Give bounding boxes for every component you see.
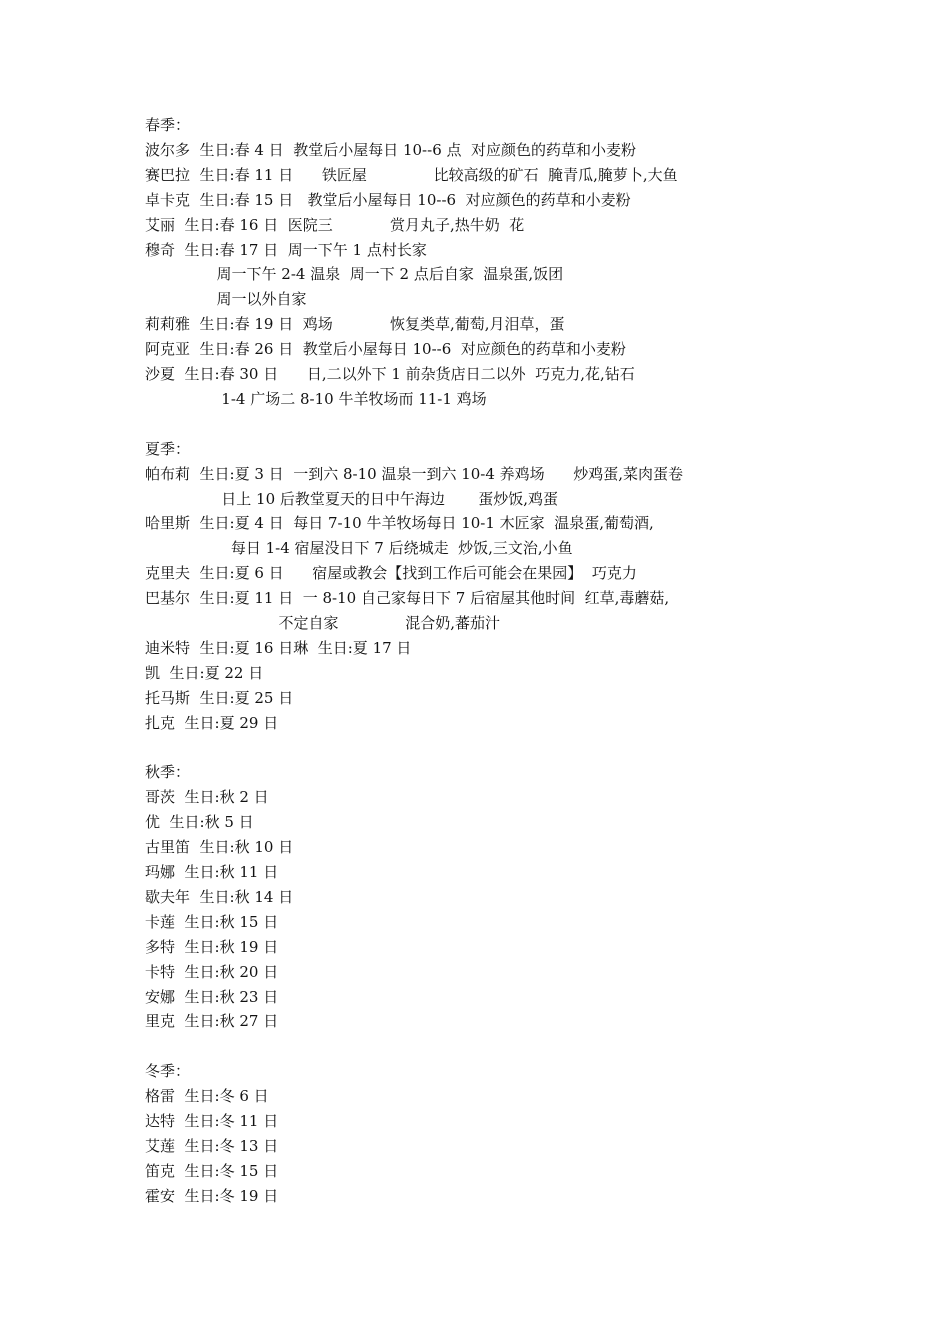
text-line: 日上 10 后教堂夏天的日中午海边 蛋炒饭,鸡蛋 (145, 489, 559, 508)
text-line: 1-4 广场二 8-10 牛羊牧场而 11-1 鸡场 (145, 389, 487, 408)
text-line: 哥茨 生日:秋 2 日 (145, 788, 269, 807)
text-line: 秋季： (145, 763, 191, 782)
text-line: 里克 生日:秋 27 日 (145, 1012, 279, 1031)
text-line: 艾莲 生日:冬 13 日 (145, 1136, 279, 1155)
text-line: 帕布莉 生日:夏 3 日 一到六 8-10 温泉一到六 10-4 养鸡场 炒鸡蛋,菜肉蛋卷 (145, 464, 684, 483)
text-line: 巴基尔 生日:夏 11 日 一 8-10 自己家每日下 7 后宿屋其他时间 红草,毒蘑菇, (145, 589, 670, 608)
text-line: 夏季： (145, 439, 191, 458)
text-line: 格雷 生日:冬 6 日 (145, 1087, 269, 1106)
text-line: 凯 生日:夏 22 日 (145, 663, 264, 682)
text-line: 笛克 生日:冬 15 日 (145, 1161, 279, 1180)
text-line: 穆奇 生日:春 17 日 周一下午 1 点村长家 (145, 240, 427, 259)
text-line: 春季： (145, 116, 191, 134)
text-line: 每日 1-4 宿屋没日下 7 后绕城走 炒饭,三文治,小鱼 (145, 539, 573, 558)
text-line: 古里笛 生日:秋 10 日 (145, 838, 294, 857)
text-line: 周一以外自家 (145, 290, 307, 309)
text-line: 哈里斯 生日:夏 4 日 每日 7-10 牛羊牧场每日 10-1 木匠家 温泉蛋,葡萄酒, (145, 514, 654, 533)
text-line: 扎克 生日:夏 29 日 (145, 713, 279, 732)
text-line: 冬季： (145, 1062, 191, 1081)
text-line: 多特 生日:秋 19 日 (145, 937, 279, 956)
text-line: 卡特 生日:秋 20 日 (145, 962, 279, 981)
text-line: 优 生日:秋 5 日 (145, 813, 254, 832)
text-line: 达特 生日:冬 11 日 (145, 1112, 279, 1130)
text-line: 卓卡克 生日:春 15 日 教堂后小屋每日 10--6 对应颜色的药草和小麦粉 (145, 190, 631, 209)
text-line: 玛娜 生日:秋 11 日 (145, 863, 279, 881)
text-line: 阿克亚 生日:春 26 日 教堂后小屋每日 10--6 对应颜色的药草和小麦粉 (145, 340, 626, 359)
text-line: 安娜 生日:秋 23 日 (145, 987, 279, 1006)
text-line: 波尔多 生日:春 4 日 教堂后小屋每日 10--6 点 对应颜色的药草和小麦粉 (145, 140, 637, 159)
text-line: 托马斯 生日:夏 25 日 (145, 688, 294, 707)
text-line: 迪米特 生日:夏 16 日琳 生日:夏 17 日 (145, 638, 412, 657)
text-line: 歇夫年 生日:秋 14 日 (145, 887, 294, 906)
text-line: 艾丽 生日:春 16 日 医院三 赏月丸子,热牛奶 花 (145, 215, 525, 234)
text-line: 周一下午 2-4 温泉 周一下 2 点后自家 温泉蛋,饭团 (145, 265, 564, 284)
text-line: 赛巴拉 生日:春 11 日 铁匠屋 比较高级的矿石 腌青瓜,腌萝卜,大鱼 (145, 165, 678, 184)
text-line: 沙夏 生日:春 30 日 日,二以外下 1 前杂货店日二以外 巧克力,花,钻石 (145, 365, 635, 383)
text-line: 霍安 生日:冬 19 日 (145, 1186, 279, 1205)
text-line: 不定自家 混合奶,蕃茄汁 (145, 614, 501, 632)
text-line: 卡莲 生日:秋 15 日 (145, 912, 279, 931)
text-line: 莉莉雅 生日:春 19 日 鸡场 恢复类草,葡萄,月泪草，蛋 (145, 315, 565, 334)
text-line: 克里夫 生日:夏 6 日 宿屋或教会【找到工作后可能会在果园】 巧克力 (145, 564, 637, 583)
